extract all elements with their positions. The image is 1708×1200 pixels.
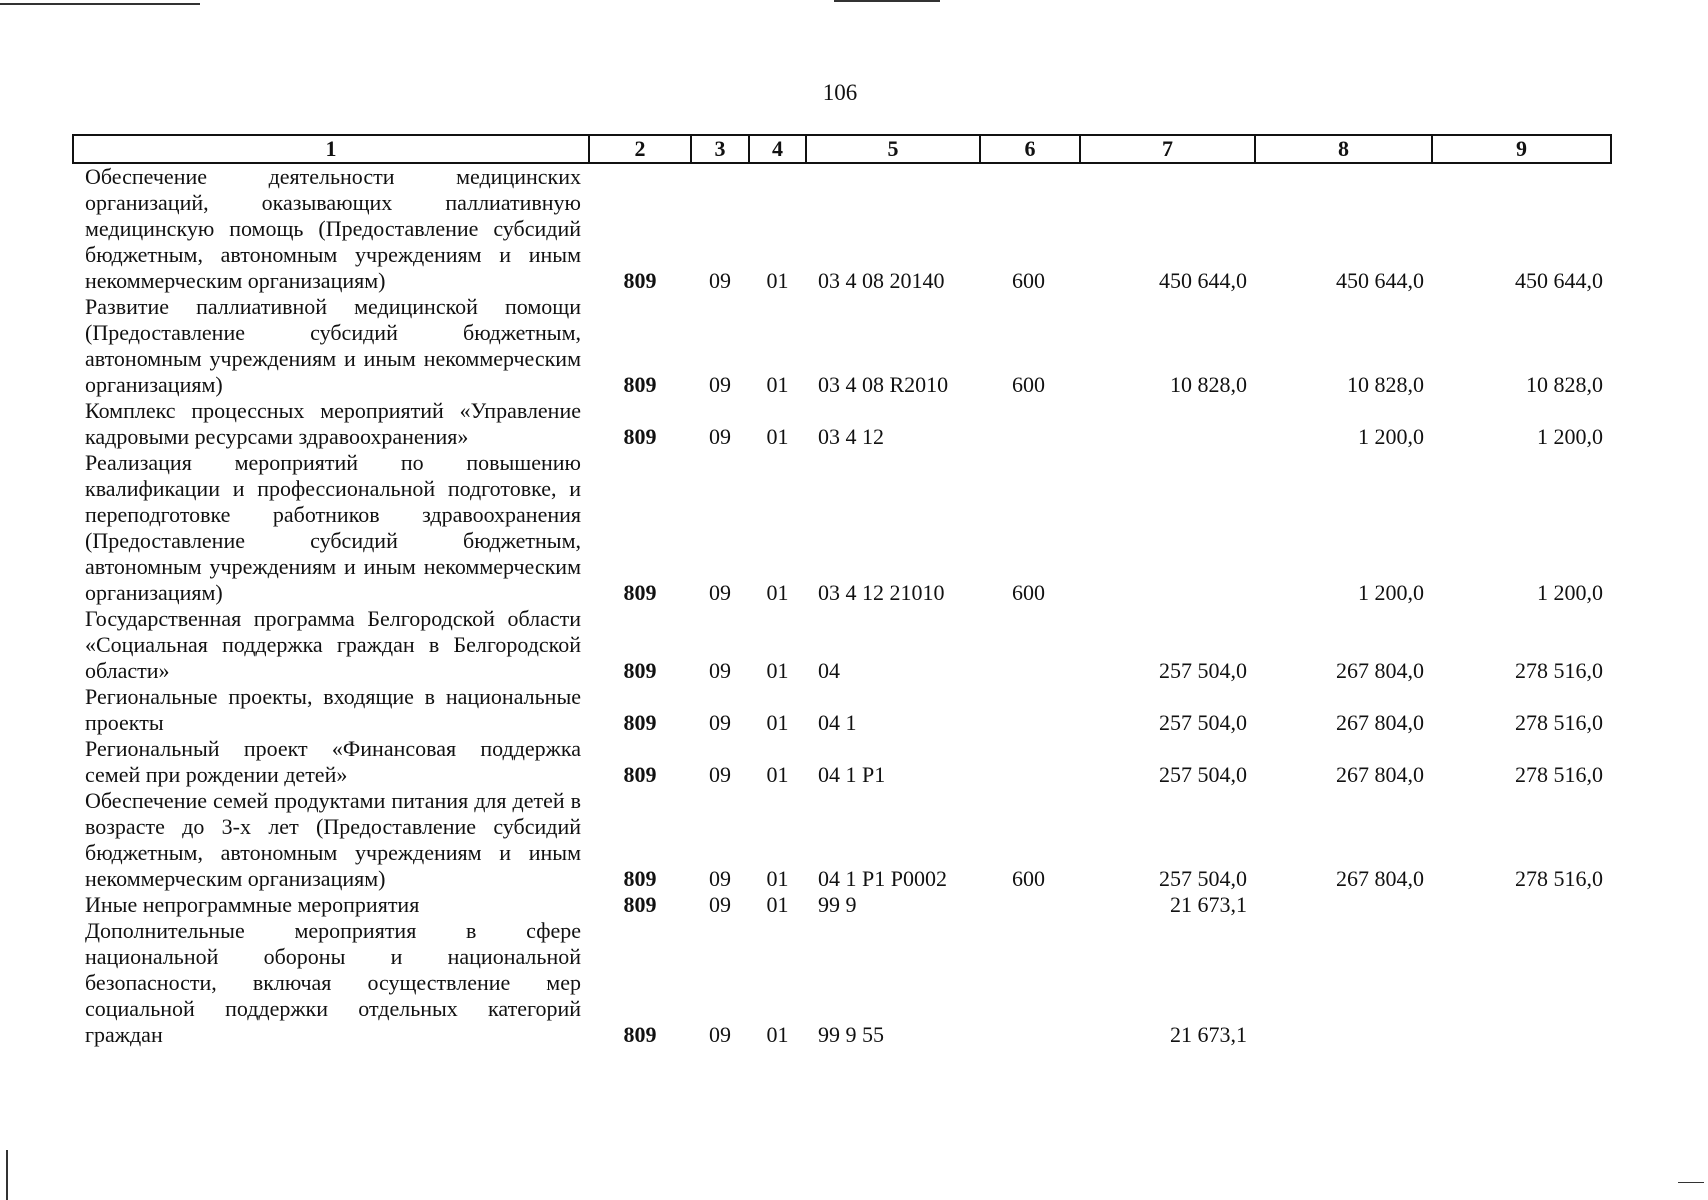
scan-edge-line-bottom-right: [1678, 1182, 1704, 1183]
scan-edge-line-left: [6, 1150, 8, 1200]
row-name: Реализация мероприятий по повышению квалификации и профессиональной подготовке, и переподготовке работников здравоохранения (Предоставление субсидий бюджетным, автономным учреждениям и иным некоммерческим организациям): [85, 450, 581, 605]
row-ministry-code: 809: [623, 866, 657, 891]
row-name: Обеспечение семей продуктами питания для детей в возрасте до 3-х лет (Предоставление субсидий бюджетным, автономным учреждениям и иным некоммерческим организациям): [85, 788, 581, 891]
row-subsection-code: 01: [766, 268, 789, 293]
row-section-code: 09: [709, 1022, 731, 1047]
table-row: [73, 606, 1611, 684]
row-name: Обеспечение деятельности медицинских организаций, оказывающих паллиативную медицинскую помощь (Предоставление субсидий бюджетным, автономным учреждениям и иным некоммерческим организациям): [85, 164, 581, 293]
row-name: Государственная программа Белгородской области «Социальная поддержка граждан в Белгородской области»: [85, 606, 581, 683]
header-col-2: 2: [589, 135, 691, 163]
row-ministry-code: 809: [623, 268, 657, 293]
header-row: [73, 135, 1611, 163]
row-target-code: 99 9 55: [818, 1022, 884, 1047]
row-subsection-code: 01: [766, 866, 789, 891]
row-ministry-code: 809: [623, 1022, 657, 1047]
row-subsection-code: 01: [766, 762, 789, 787]
row-amount-col-7: 257 504,0: [1159, 762, 1247, 787]
row-amount-col-8: [1255, 918, 1432, 1048]
row-name: Региональный проект «Финансовая поддержка семей при рождении детей»: [85, 736, 581, 787]
row-amount-col-8: 10 828,0: [1347, 372, 1424, 397]
row-expense-type: 600: [1012, 866, 1045, 891]
row-amount-col-9: 278 516,0: [1515, 658, 1603, 683]
row-amount-col-7: [1080, 450, 1255, 606]
row-amount-col-9: 278 516,0: [1515, 866, 1603, 891]
row-expense-type: [980, 892, 1080, 918]
row-amount-col-9: 278 516,0: [1515, 710, 1603, 735]
row-section-code: 09: [709, 892, 731, 917]
row-amount-col-8: 1 200,0: [1358, 424, 1424, 449]
row-section-code: 09: [709, 424, 731, 449]
row-amount-col-8: 267 804,0: [1336, 762, 1424, 787]
row-subsection-code: 01: [766, 1022, 789, 1047]
row-expense-type: 600: [1012, 268, 1045, 293]
row-expense-type: 600: [1012, 580, 1045, 605]
table-header: [73, 135, 1611, 163]
row-expense-type: [980, 606, 1080, 684]
row-section-code: 09: [709, 710, 731, 735]
row-amount-col-7: 257 504,0: [1159, 658, 1247, 683]
row-ministry-code: 809: [623, 710, 657, 735]
row-ministry-code: 809: [623, 424, 657, 449]
header-col-1: 1: [73, 135, 589, 163]
scan-edge-line-top-left: [0, 3, 200, 5]
row-subsection-code: 01: [766, 580, 789, 605]
header-col-5: 5: [806, 135, 980, 163]
row-name: Комплекс процессных мероприятий «Управление кадровыми ресурсами здравоохранения»: [85, 398, 581, 449]
row-amount-col-9: 10 828,0: [1526, 372, 1603, 397]
row-amount-col-8: [1255, 892, 1432, 918]
row-ministry-code: 809: [623, 580, 657, 605]
table-row: [73, 788, 1611, 892]
table-row: [73, 736, 1611, 788]
row-section-code: 09: [709, 372, 731, 397]
row-target-code: 04: [818, 658, 840, 683]
table-row: [73, 450, 1611, 606]
row-subsection-code: 01: [766, 658, 789, 683]
row-expense-type: [980, 398, 1080, 450]
header-col-7: 7: [1080, 135, 1255, 163]
row-expense-type: [980, 684, 1080, 736]
row-section-code: 09: [709, 580, 731, 605]
header-col-9: 9: [1432, 135, 1611, 163]
table-row: [73, 892, 1611, 918]
header-col-8: 8: [1255, 135, 1432, 163]
row-ministry-code: 809: [623, 762, 657, 787]
row-amount-col-9: [1432, 918, 1611, 1048]
table-body: [73, 163, 1611, 1048]
row-target-code: 03 4 08 20140: [818, 268, 945, 293]
row-target-code: 03 4 12: [818, 424, 884, 449]
row-amount-col-7: 257 504,0: [1159, 710, 1247, 735]
row-amount-col-8: 267 804,0: [1336, 710, 1424, 735]
row-amount-col-7: [1080, 398, 1255, 450]
row-amount-col-7: 21 673,1: [1170, 1022, 1247, 1047]
row-amount-col-8: 450 644,0: [1336, 268, 1424, 293]
row-subsection-code: 01: [766, 372, 789, 397]
row-target-code: 04 1: [818, 710, 857, 735]
table-row: [73, 684, 1611, 736]
row-name: Развитие паллиативной медицинской помощи (Предоставление субсидий бюджетным, автономным учреждениям и иным некоммерческим организациям): [85, 294, 581, 397]
row-name: Дополнительные мероприятия в сфере национальной обороны и национальной безопасности, включая осуществление мер социальной поддержки отдельных категорий граждан: [85, 918, 581, 1047]
header-col-4: 4: [749, 135, 806, 163]
row-section-code: 09: [709, 762, 731, 787]
row-section-code: 09: [709, 658, 731, 683]
row-target-code: 03 4 08 R2010: [818, 372, 949, 397]
row-section-code: 09: [709, 268, 731, 293]
budget-table: [72, 134, 1612, 1048]
row-amount-col-9: [1432, 892, 1611, 918]
row-amount-col-7: 21 673,1: [1170, 892, 1247, 917]
table-row: [73, 294, 1611, 398]
row-name: Региональные проекты, входящие в национальные проекты: [85, 684, 581, 735]
row-amount-col-8: 267 804,0: [1336, 658, 1424, 683]
table-row: [73, 398, 1611, 450]
row-amount-col-7: 257 504,0: [1159, 866, 1247, 891]
row-subsection-code: 01: [766, 710, 789, 735]
row-amount-col-9: 450 644,0: [1515, 268, 1603, 293]
row-subsection-code: 01: [766, 892, 789, 917]
row-amount-col-9: 1 200,0: [1537, 580, 1603, 605]
row-name: Иные непрограммные мероприятия: [85, 892, 420, 917]
row-expense-type: [980, 736, 1080, 788]
row-target-code: 04 1 P1: [818, 762, 886, 787]
row-subsection-code: 01: [766, 424, 789, 449]
row-ministry-code: 809: [623, 658, 657, 683]
row-amount-col-9: 278 516,0: [1515, 762, 1603, 787]
row-target-code: 99 9: [818, 892, 857, 917]
header-col-3: 3: [691, 135, 749, 163]
scan-edge-line-top-center: [834, 0, 940, 2]
row-target-code: 04 1 P1 P0002: [818, 866, 947, 891]
row-section-code: 09: [709, 866, 731, 891]
row-amount-col-7: 10 828,0: [1170, 372, 1247, 397]
row-expense-type: 600: [1012, 372, 1045, 397]
row-amount-col-8: 1 200,0: [1358, 580, 1424, 605]
row-amount-col-8: 267 804,0: [1336, 866, 1424, 891]
table-row: [73, 163, 1611, 294]
row-target-code: 03 4 12 21010: [818, 580, 945, 605]
row-ministry-code: 809: [623, 372, 657, 397]
row-ministry-code: 809: [623, 892, 657, 917]
row-amount-col-9: 1 200,0: [1537, 424, 1603, 449]
header-col-6: 6: [980, 135, 1080, 163]
row-expense-type: [980, 918, 1080, 1048]
table-row: [73, 918, 1611, 1048]
row-amount-col-7: 450 644,0: [1159, 268, 1247, 293]
page-number: 106: [822, 80, 858, 105]
